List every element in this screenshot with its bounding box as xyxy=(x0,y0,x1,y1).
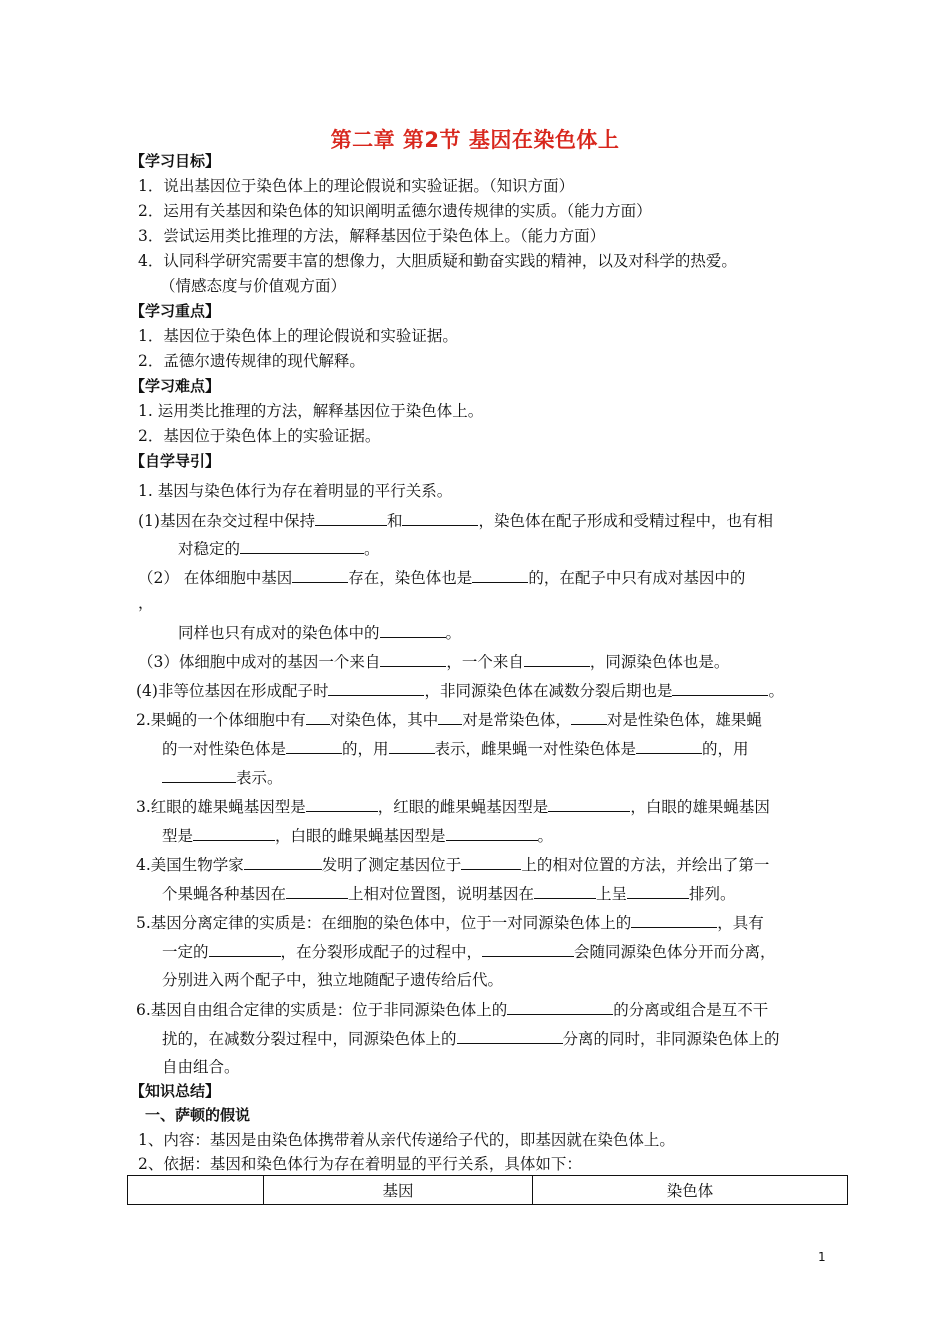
question-6-cont: 扰的，在减数分裂过程中，同源染色体上的 分离的同时，非同源染色体上的 xyxy=(162,1030,780,1048)
question-3-cont: 型是 ，白眼的雌果蝇基因型是 。 xyxy=(162,827,554,845)
stray-comma: ， xyxy=(138,594,154,612)
answer-blank[interactable] xyxy=(548,796,630,812)
answer-blank[interactable] xyxy=(240,538,364,554)
question-5-cont2: 分别进入两个配子中，独立地随配子遗传给后代。 xyxy=(162,971,504,989)
question-2-cont2: 表示。 xyxy=(162,767,283,788)
question-6-cont2: 自由组合。 xyxy=(162,1058,240,1076)
difficulty-item: 2．基因位于染色体上的实验证据。 xyxy=(138,427,381,445)
answer-blank[interactable] xyxy=(193,825,275,841)
answer-blank[interactable] xyxy=(209,941,281,957)
page-number: 1 xyxy=(818,1250,826,1264)
answer-blank[interactable] xyxy=(672,680,768,696)
answer-blank[interactable] xyxy=(507,999,613,1015)
summary-line: 1、内容：基因是由染色体携带着从亲代传递给子代的，即基因就在染色体上。 xyxy=(138,1131,675,1149)
key-point-item: 1．基因位于染色体上的理论假说和实验证据。 xyxy=(138,327,458,345)
answer-blank[interactable] xyxy=(482,941,574,957)
difficulty-item: 1. 运用类比推理的方法，解释基因位于染色体上。 xyxy=(138,402,484,420)
answer-blank[interactable] xyxy=(328,680,424,696)
answer-blank[interactable] xyxy=(571,709,607,725)
summary-line: 2、依据：基因和染色体行为存在着明显的平行关系，具体如下： xyxy=(138,1155,582,1173)
question-1-1-cont: 对稳定的 。 xyxy=(178,540,380,558)
answer-blank[interactable] xyxy=(438,709,462,725)
objective-item: 4．认同科学研究需要丰富的想像力，大胆质疑和勤奋实践的精神，以及对科学的热爱。 xyxy=(138,252,737,270)
answer-blank[interactable] xyxy=(162,767,236,783)
summary-subheading: 一、萨顿的假说 xyxy=(145,1106,251,1124)
table-header-row xyxy=(128,1176,848,1205)
answer-blank[interactable] xyxy=(534,883,596,899)
answer-blank[interactable] xyxy=(380,651,446,667)
answer-blank[interactable] xyxy=(524,651,590,667)
key-point-item: 2．孟德尔遗传规律的现代解释。 xyxy=(138,352,365,370)
table-header-cell: 染色体 xyxy=(533,1176,848,1205)
objectives-heading: 【学习目标】 xyxy=(130,152,221,170)
answer-blank[interactable] xyxy=(627,883,689,899)
answer-blank[interactable] xyxy=(306,796,378,812)
table-header-cell xyxy=(128,1176,264,1205)
answer-blank[interactable] xyxy=(244,854,322,870)
answer-blank[interactable] xyxy=(457,1028,563,1044)
answer-blank[interactable] xyxy=(315,510,387,526)
question-4: 4.美国生物学家 发明了测定基因位于 上的相对位置的方法，并绘出了第一 xyxy=(136,856,770,874)
key-points-heading: 【学习重点】 xyxy=(130,302,221,320)
question-1: 1. 基因与染色体行为存在着明显的平行关系。 xyxy=(138,482,453,500)
self-study-heading: 【自学导引】 xyxy=(130,452,221,470)
difficulties-heading: 【学习难点】 xyxy=(130,377,221,395)
answer-blank[interactable] xyxy=(636,738,702,754)
question-4-cont: 个果蝇各种基因在 上相对位置图，说明基因在 上呈 排列。 xyxy=(162,885,736,903)
question-2: 2.果蝇的一个体细胞中有 对染色体，其中 对是常染色体， 对是性染色体，雄果蝇 xyxy=(136,711,762,729)
question-1-1: (1)基因在杂交过程中保持 和 ，染色体在配子形成和受精过程中，也有相 xyxy=(138,512,773,530)
question-1-2-cont: 同样也只有成对的染色体中的 。 xyxy=(178,624,462,642)
answer-blank[interactable] xyxy=(389,738,435,754)
question-6: 6.基因自由组合定律的实质是：位于非同源染色体上的 的分离或组合是互不干 xyxy=(136,1001,769,1019)
answer-blank[interactable] xyxy=(461,854,521,870)
objective-item: （情感态度与价值观方面） xyxy=(160,277,347,295)
answer-blank[interactable] xyxy=(446,825,538,841)
answer-blank[interactable] xyxy=(286,738,342,754)
answer-blank[interactable] xyxy=(380,622,446,638)
question-1-3: （3）体细胞中成对的基因一个来自 ，一个来自 ，同源染色体也是。 xyxy=(138,653,730,671)
summary-heading: 【知识总结】 xyxy=(130,1082,221,1100)
question-1-4: (4)非等位基因在形成配子时 ，非同源染色体在减数分裂后期也是 。 xyxy=(136,682,784,700)
answer-blank[interactable] xyxy=(631,912,717,928)
question-5-cont: 一定的 ，在分裂形成配子的过程中， 会随同源染色体分开而分离， xyxy=(162,943,776,961)
answer-blank[interactable] xyxy=(292,567,348,583)
page-title: 第二章 第2节 基因在染色体上 xyxy=(330,128,620,152)
answer-blank[interactable] xyxy=(402,510,478,526)
objective-item: 1．说出基因位于染色体上的理论假说和实验证据。（知识方面） xyxy=(138,177,575,195)
question-5: 5.基因分离定律的实质是：在细胞的染色体中，位于一对同源染色体上的 ，具有 xyxy=(136,914,764,932)
table-header-cell: 基因 xyxy=(264,1176,533,1205)
objective-item: 2．运用有关基因和染色体的知识阐明孟德尔遗传规律的实质。（能力方面） xyxy=(138,202,652,220)
answer-blank[interactable] xyxy=(286,883,348,899)
answer-blank[interactable] xyxy=(306,709,330,725)
question-1-2: （2） 在体细胞中基因 存在，染色体也是 的，在配子中只有成对基因中的 xyxy=(138,569,746,587)
answer-blank[interactable] xyxy=(472,567,528,583)
question-2-cont: 的一对性染色体是 的，用 表示，雌果蝇一对性染色体是 的，用 xyxy=(162,740,749,758)
question-3: 3.红眼的雄果蝇基因型是 ，红眼的雌果蝇基因型是 ，白眼的雄果蝇基因 xyxy=(136,798,770,816)
comparison-table xyxy=(127,1175,848,1205)
objective-item: 3．尝试运用类比推理的方法，解释基因位于染色体上。（能力方面） xyxy=(138,227,606,245)
